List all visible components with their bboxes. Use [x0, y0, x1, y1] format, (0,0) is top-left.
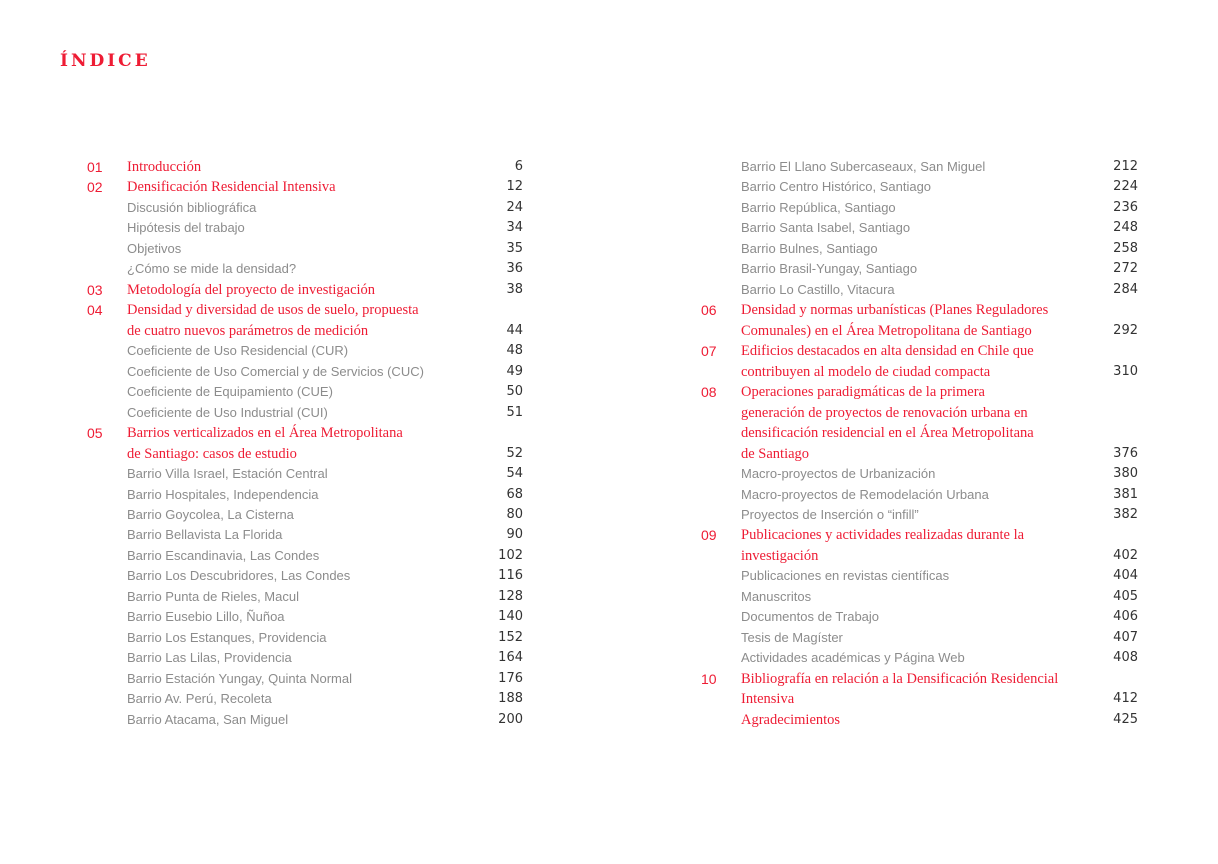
entry-title: Barrio Los Descubridores, Las Condes [127, 568, 351, 584]
page-number: 49 [506, 363, 523, 379]
toc-section-line[interactable] [87, 587, 523, 607]
entry-title: Publicaciones en revistas científicas [741, 568, 950, 584]
entry-title: generación de proyectos de renovación urbana en [741, 404, 1028, 421]
page-number: 38 [506, 281, 523, 297]
page-number: 284 [1113, 281, 1138, 297]
page-number: 200 [498, 711, 523, 727]
toc-section-line[interactable] [701, 607, 1138, 627]
page-number: 248 [1113, 220, 1138, 236]
toc-chapter-line[interactable] [701, 382, 1138, 402]
toc-section-line[interactable] [701, 157, 1138, 177]
entry-title: Coeficiente de Uso Industrial (CUI) [127, 404, 328, 420]
page-number: 406 [1113, 609, 1138, 625]
entry-title: Agradecimientos [741, 711, 841, 728]
page-number: 272 [1113, 261, 1138, 277]
entry-title: Macro-proyectos de Urbanización [741, 466, 936, 482]
toc-section-line[interactable] [87, 710, 523, 730]
entry-title: ¿Cómo se mide la densidad? [127, 261, 297, 277]
entry-title: Barrios verticalizados en el Área Metropolitana [127, 425, 403, 442]
toc-chapter-line[interactable] [701, 546, 1138, 566]
entry-title: Objetivos [127, 240, 182, 256]
entry-title: Barrio Centro Histórico, Santiago [741, 179, 932, 195]
toc-chapter-line[interactable] [701, 710, 1138, 730]
entry-title: Edificios destacados en alta densidad en Chile que [741, 343, 1034, 360]
toc-chapter-line[interactable] [701, 669, 1138, 689]
page-number: 24 [506, 199, 523, 215]
entry-title: Densidad y normas urbanísticas (Planes Reguladores [741, 302, 1049, 319]
page-number: 116 [498, 568, 523, 584]
toc-section-line[interactable] [87, 218, 523, 238]
page-number: 405 [1113, 588, 1138, 604]
toc-section-line[interactable] [87, 239, 523, 259]
entry-title: contribuyen al modelo de ciudad compacta [741, 363, 991, 380]
entry-title: Barrio Punta de Rieles, Macul [127, 588, 299, 604]
page-number: 380 [1113, 466, 1138, 482]
entry-title: Barrio Lo Castillo, Vitacura [741, 281, 895, 297]
toc-chapter-line[interactable] [701, 525, 1138, 545]
entry-title: Publicaciones y actividades realizadas durante la [741, 527, 1025, 544]
entry-title: Discusión bibliográfica [127, 199, 257, 215]
page-number: 407 [1113, 629, 1138, 645]
page-number: 188 [498, 691, 523, 707]
toc-section-line[interactable] [701, 485, 1138, 505]
entry-title: Barrio Bellavista La Florida [127, 527, 283, 543]
toc-section-line[interactable] [701, 566, 1138, 586]
toc-chapter-line[interactable] [87, 321, 523, 341]
toc-chapter-line[interactable] [87, 177, 523, 197]
page-number: 6 [514, 159, 523, 174]
chapter-number: 01 [87, 159, 103, 175]
entry-title: Densidad y diversidad de usos de suelo, propuesta [127, 302, 419, 319]
page-number: 236 [1113, 199, 1138, 215]
toc-column-left [87, 157, 523, 730]
chapter-number: 08 [701, 384, 717, 401]
entry-title: Barrio Villa Israel, Estación Central [127, 466, 328, 482]
entry-title: Barrio República, Santiago [741, 199, 896, 215]
page-number: 412 [1113, 691, 1138, 707]
toc-section-line[interactable] [87, 566, 523, 586]
entry-title: Coeficiente de Uso Comercial y de Servicios (CUC) [127, 363, 424, 379]
toc-section-line[interactable] [87, 464, 523, 484]
entry-title: Barrio Los Estanques, Providencia [127, 629, 327, 645]
entry-title: Barrio Estación Yungay, Quinta Normal [127, 670, 352, 686]
toc-section-line[interactable] [87, 198, 523, 218]
entry-title: Operaciones paradigmáticas de la primera [741, 384, 985, 401]
toc-chapter-line[interactable] [701, 362, 1138, 382]
entry-title: Coeficiente de Equipamiento (CUE) [127, 384, 333, 400]
page-number: 68 [506, 486, 523, 502]
toc-section-line[interactable] [87, 382, 523, 402]
toc-section-line[interactable] [701, 259, 1138, 279]
page-number: 54 [506, 466, 523, 482]
entry-title: Macro-proyectos de Remodelación Urbana [741, 486, 989, 502]
toc-section-line[interactable] [87, 341, 523, 361]
toc-section-line[interactable] [87, 259, 523, 279]
page-number: 36 [506, 261, 523, 277]
entry-title: de cuatro nuevos parámetros de medición [127, 322, 369, 339]
chapter-number: 05 [87, 425, 103, 442]
chapter-number: 02 [87, 179, 103, 196]
toc-chapter-line[interactable] [701, 689, 1138, 709]
toc-section-line[interactable] [87, 505, 523, 525]
entry-title: Barrio Eusebio Lillo, Ñuñoa [127, 609, 285, 625]
chapter-number: 09 [701, 527, 717, 544]
page-number: 34 [506, 220, 523, 236]
page-number: 80 [506, 506, 523, 522]
entry-title: Introducción [127, 159, 202, 175]
page-number: 425 [1113, 711, 1138, 727]
entry-title: Barrio Av. Perú, Recoleta [127, 691, 272, 707]
toc-chapter-line[interactable] [701, 423, 1138, 443]
toc-chapter-line[interactable] [87, 423, 523, 443]
page-number: 90 [506, 527, 523, 543]
page-number: 176 [498, 670, 523, 686]
page-number: 50 [506, 384, 523, 400]
page-number: 376 [1113, 445, 1138, 461]
entry-title: Metodología del proyecto de investigación [127, 281, 376, 298]
toc-chapter-line[interactable] [87, 280, 523, 300]
toc-chapter-line[interactable] [701, 403, 1138, 423]
entry-title: investigación [741, 547, 819, 564]
page-number: 51 [506, 404, 523, 420]
page-number: 35 [506, 240, 523, 256]
page-number: 152 [498, 629, 523, 645]
page-number: 404 [1113, 568, 1138, 584]
toc-section-line[interactable] [701, 177, 1138, 197]
page-number: 408 [1113, 650, 1138, 666]
toc-section-line[interactable] [87, 485, 523, 505]
toc-section-line[interactable] [701, 218, 1138, 238]
page-number: 140 [498, 609, 523, 625]
chapter-number: 10 [701, 670, 717, 687]
toc-section-line[interactable] [87, 669, 523, 689]
page-number: 12 [506, 179, 523, 195]
entry-title: Barrio Escandinavia, Las Condes [127, 547, 320, 563]
entry-title: Documentos de Trabajo [741, 609, 880, 625]
entry-title: Densificación Residencial Intensiva [127, 179, 336, 196]
entry-title: Barrio Hospitales, Independencia [127, 486, 319, 502]
toc-chapter-line[interactable] [701, 341, 1138, 361]
page-number: 402 [1113, 547, 1138, 563]
toc-section-line[interactable] [701, 505, 1138, 525]
page-number: 164 [498, 650, 523, 666]
page-number: 52 [506, 445, 523, 461]
entry-title: Intensiva [741, 691, 795, 708]
toc-section-line[interactable] [701, 587, 1138, 607]
toc-chapter-line[interactable] [701, 321, 1138, 341]
entry-title: Barrio El Llano Subercaseaux, San Miguel [741, 159, 986, 174]
toc-section-line[interactable] [701, 280, 1138, 300]
toc-section-line[interactable] [87, 362, 523, 382]
toc-chapter-line[interactable] [701, 444, 1138, 464]
entry-title: Hipótesis del trabajo [127, 220, 245, 236]
chapter-number: 06 [701, 302, 717, 319]
toc-chapter-line[interactable] [87, 300, 523, 320]
toc-section-line[interactable] [87, 628, 523, 648]
page-number: 128 [498, 588, 523, 604]
toc-section-line[interactable] [87, 525, 523, 545]
entry-title: Actividades académicas y Página Web [741, 650, 965, 666]
toc-chapter-line[interactable] [701, 300, 1138, 320]
entry-title: de Santiago [741, 445, 810, 462]
entry-title: Comunales) en el Área Metropolitana de Santiago [741, 322, 1032, 339]
entry-title: Tesis de Magíster [741, 629, 843, 645]
toc-section-line[interactable] [87, 648, 523, 668]
page-number: 310 [1113, 363, 1138, 379]
entry-title: Barrio Las Lilas, Providencia [127, 650, 292, 666]
chapter-number: 04 [87, 302, 103, 319]
entry-title: Barrio Bulnes, Santiago [741, 240, 878, 256]
toc-column-right [701, 157, 1138, 730]
entry-title: de Santiago: casos de estudio [127, 445, 297, 462]
page-number: 44 [506, 322, 523, 338]
page-number: 224 [1113, 179, 1138, 195]
page-number: 212 [1113, 159, 1138, 174]
index-title: ÍNDICE [60, 51, 151, 71]
chapter-number: 07 [701, 343, 717, 360]
toc-section-line[interactable] [87, 689, 523, 709]
entry-title: Coeficiente de Uso Residencial (CUR) [127, 343, 349, 359]
entry-title: Barrio Goycolea, La Cisterna [127, 506, 294, 522]
entry-title: densificación residencial en el Área Metropolitana [741, 425, 1034, 442]
toc-section-line[interactable] [701, 239, 1138, 259]
toc-section-line[interactable] [701, 464, 1138, 484]
entry-title: Proyectos de Inserción o “infill” [741, 506, 919, 522]
page-number: 102 [498, 547, 523, 563]
toc-section-line[interactable] [701, 648, 1138, 668]
page-number: 382 [1113, 506, 1138, 522]
entry-title: Barrio Santa Isabel, Santiago [741, 220, 911, 236]
entry-title: Barrio Brasil-Yungay, Santiago [741, 261, 918, 277]
entry-title: Bibliografía en relación a la Densificación Residencial [741, 670, 1059, 687]
toc-section-line[interactable] [701, 628, 1138, 648]
toc-chapter-line[interactable] [87, 444, 523, 464]
toc-section-line[interactable] [87, 607, 523, 627]
page-number: 292 [1113, 322, 1138, 338]
toc-section-line[interactable] [701, 198, 1138, 218]
toc-section-line[interactable] [87, 403, 523, 423]
page-number: 258 [1113, 240, 1138, 256]
page-number: 381 [1113, 486, 1138, 502]
page-number: 48 [506, 343, 523, 359]
entry-title: Manuscritos [741, 588, 812, 604]
toc-section-line[interactable] [87, 546, 523, 566]
chapter-number: 03 [87, 281, 103, 298]
toc-chapter-line[interactable] [87, 157, 523, 177]
entry-title: Barrio Atacama, San Miguel [127, 711, 289, 727]
